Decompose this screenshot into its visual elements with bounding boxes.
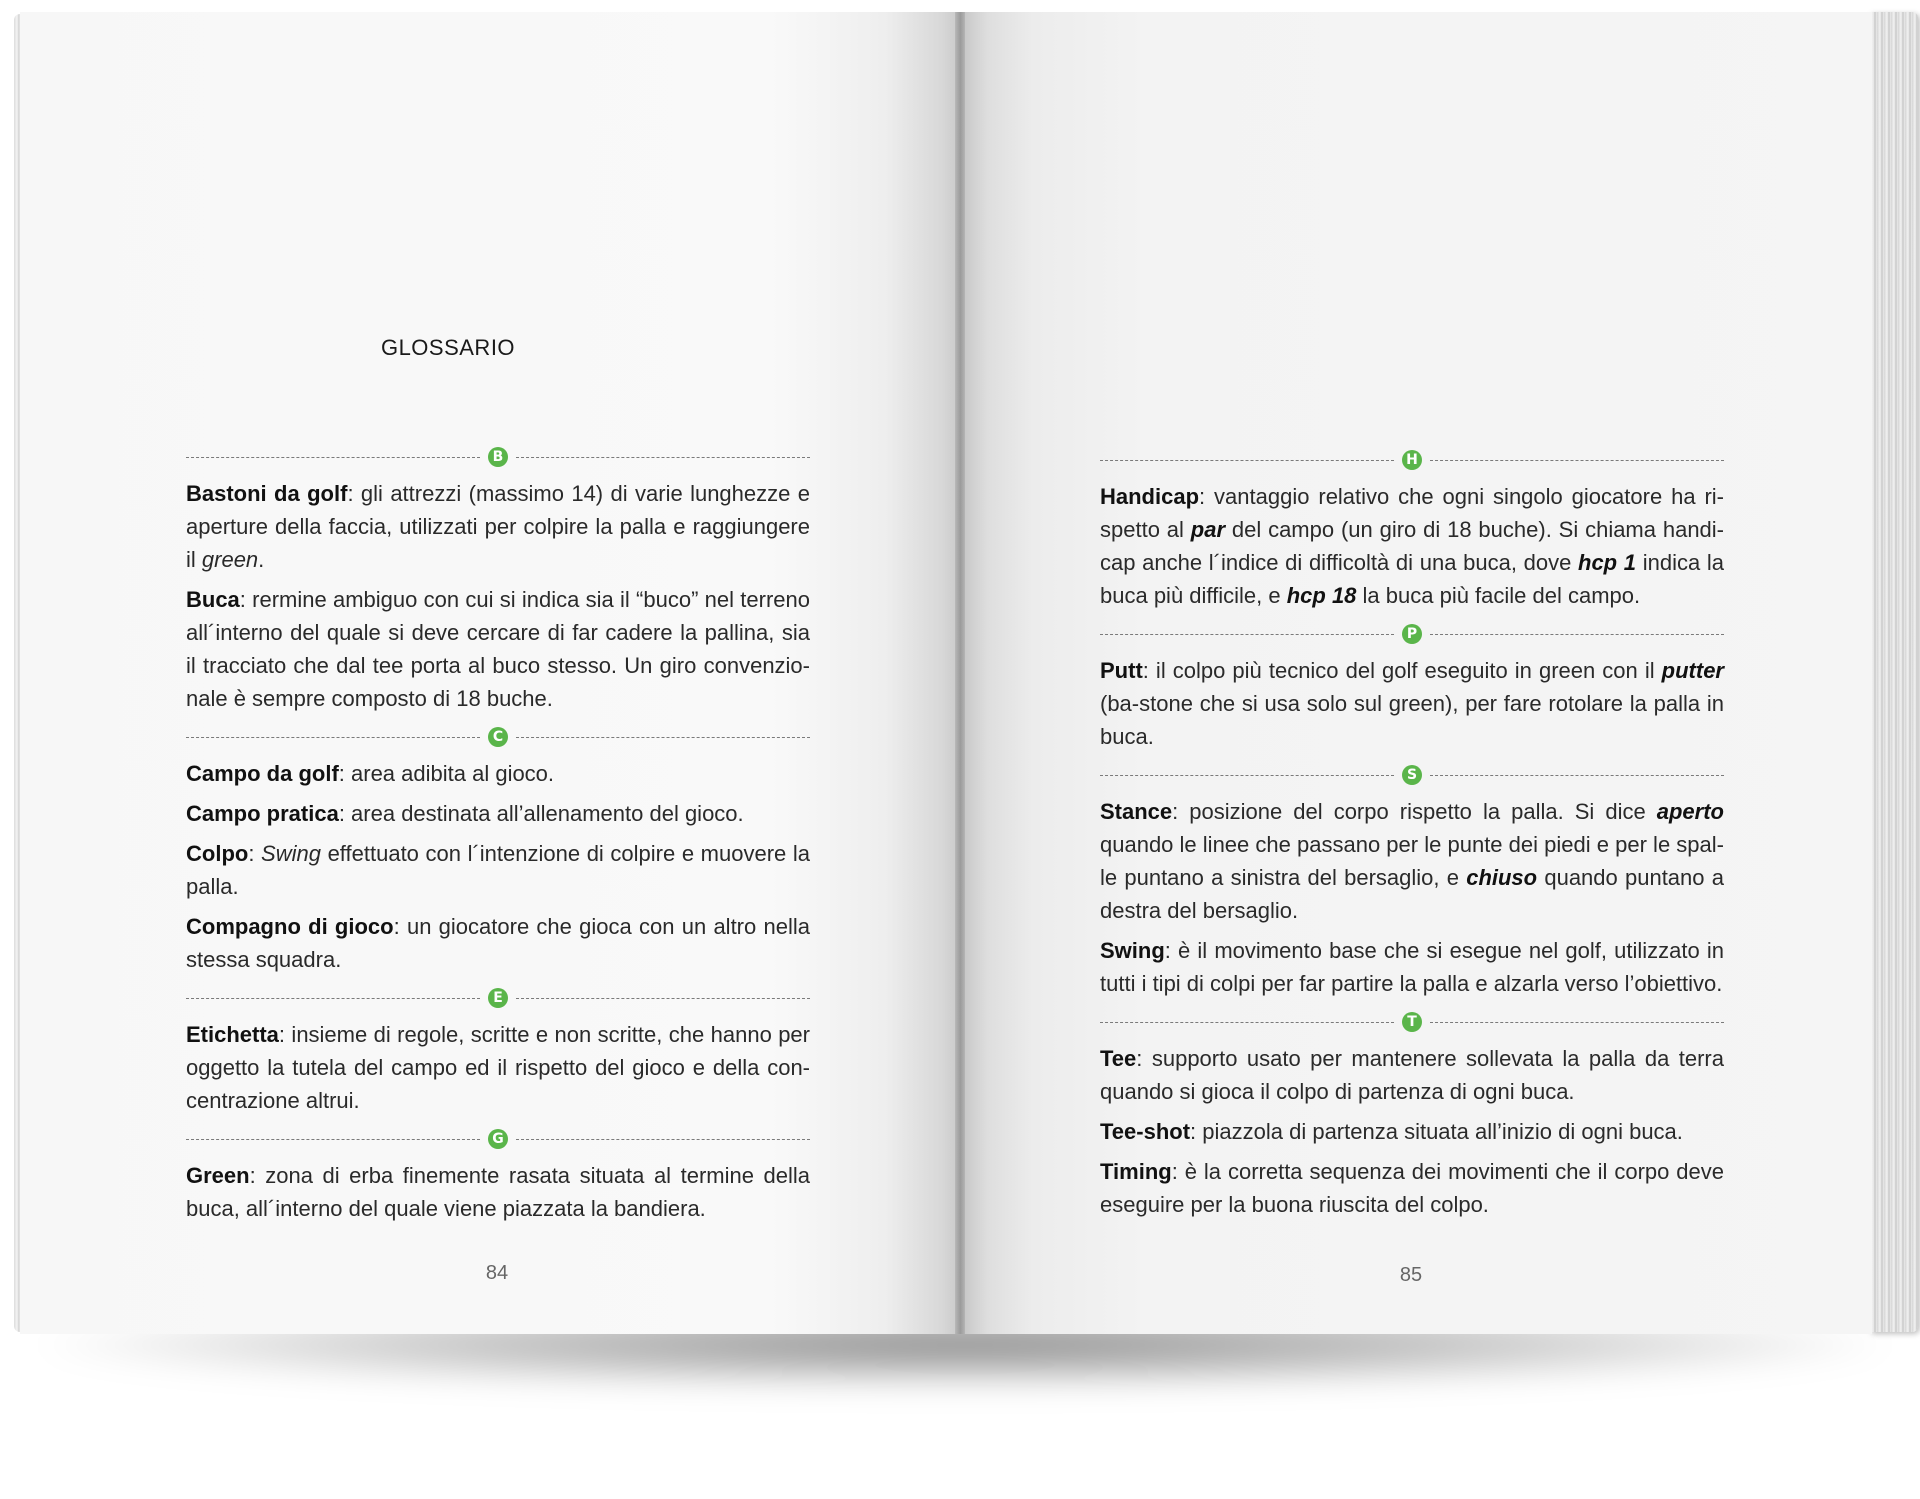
glossary-entry xyxy=(1100,934,1724,1000)
glossary-term: Stance xyxy=(1100,799,1173,824)
glossary-text: Swing xyxy=(261,841,321,866)
glossary-entry xyxy=(1100,795,1724,927)
glossary-entry xyxy=(186,797,810,830)
glossary-text: green xyxy=(201,547,259,572)
glossary-entry xyxy=(186,1159,810,1225)
glossary-entry xyxy=(1100,1155,1724,1221)
section-divider-s xyxy=(1100,760,1724,790)
glossary-term: Compagno di gioco xyxy=(186,914,394,939)
glossary-term: Bastoni da golf xyxy=(186,481,348,506)
section-divider-b xyxy=(186,442,810,472)
glossary-entry xyxy=(1100,1115,1724,1148)
glossary-text: : gli attrezzi (massimo 14) di varie lunghezze e aperture della faccia, utilizzati per colpire la palla e raggiungere il xyxy=(186,481,810,572)
section-divider-c xyxy=(186,722,810,752)
glossary-term: Timing xyxy=(1100,1159,1172,1184)
dashed-rule xyxy=(516,737,810,738)
page-number-right: 85 xyxy=(1399,1264,1423,1286)
dashed-rule xyxy=(1430,775,1724,776)
glossary-entry xyxy=(1100,1042,1724,1108)
dashed-rule xyxy=(516,457,810,458)
glossary-text: : area destinata all’allenamento del gioco. xyxy=(338,801,744,826)
glossary-term: Etichetta xyxy=(186,1022,279,1047)
page-title: GLOSSARIO xyxy=(380,335,516,360)
section-divider-e xyxy=(186,983,810,1013)
right-page-edges xyxy=(1870,12,1918,1332)
glossary-term: Swing xyxy=(1100,938,1165,963)
letter-badge: E xyxy=(488,988,508,1008)
section-divider-g xyxy=(186,1124,810,1154)
left-page-content xyxy=(186,442,810,1232)
glossary-text: indica la buca più difficile, e xyxy=(1100,550,1724,608)
glossary-text: aperto xyxy=(1656,799,1724,824)
glossary-text: : area adibita al gioco. xyxy=(338,761,555,786)
letter-badge: G xyxy=(488,1129,508,1149)
glossary-text: : vantaggio relativo che ogni singolo giocatore ha ri-spetto al xyxy=(1100,484,1724,542)
letter-badge: S xyxy=(1402,765,1422,785)
glossary-entry xyxy=(186,583,810,715)
page-number-left: 84 xyxy=(485,1262,509,1284)
glossary-text: hcp 1 xyxy=(1578,550,1637,575)
letter-badge: T xyxy=(1402,1012,1422,1032)
glossary-text: chiuso xyxy=(1466,865,1538,890)
dashed-rule xyxy=(516,998,810,999)
glossary-text: : il colpo più tecnico del golf eseguito in green con il xyxy=(1142,658,1662,683)
glossary-text: effettuato con l´intenzione di colpire e muovere la palla. xyxy=(186,841,810,899)
glossary-text: : rermine ambiguo con cui si indica sia il “buco” nel terreno all´interno del quale si deve cercare di far cadere la pallina, sia il tracciato che dal tee porta al buco stesso. Un giro convenzio-nale è sempre composto di 18 buche. xyxy=(186,587,810,711)
section-divider-h xyxy=(1100,445,1724,475)
dashed-rule xyxy=(186,1139,480,1140)
glossary-text: quando puntano a destra del bersaglio. xyxy=(1100,865,1724,923)
dashed-rule xyxy=(1430,634,1724,635)
glossary-text: (ba-stone che si usa solo sul green), per fare rotolare la palla in buca. xyxy=(1100,691,1724,749)
dashed-rule xyxy=(1100,775,1394,776)
letter-badge: P xyxy=(1402,624,1422,644)
glossary-term: Tee-shot xyxy=(1100,1119,1191,1144)
glossary-text: : insieme di regole, scritte e non scritte, che hanno per oggetto la tutela del campo ed il rispetto del gioco e della con-centrazione altrui. xyxy=(186,1022,810,1113)
glossary-text: : piazzola di partenza situata all’inizio di ogni buca. xyxy=(1190,1119,1683,1144)
dashed-rule xyxy=(186,737,480,738)
glossary-entry xyxy=(186,837,810,903)
glossary-text: del campo (un giro di 18 buche). Si chiama handi-cap anche l´indice di difficoltà di una buca, dove xyxy=(1100,517,1725,575)
letter-badge: B xyxy=(488,447,508,467)
glossary-term: Campo pratica xyxy=(186,801,339,826)
glossary-text: par xyxy=(1190,517,1226,542)
letter-badge: H xyxy=(1402,450,1422,470)
glossary-text: : è la corretta sequenza dei movimenti che il corpo deve eseguire per la buona riuscita del colpo. xyxy=(1100,1159,1724,1217)
glossary-text: : supporto usato per mantenere sollevata la palla da terra quando si gioca il colpo di partenza di ogni buca. xyxy=(1100,1046,1724,1104)
glossary-text: . xyxy=(258,547,265,572)
glossary-text: la buca più facile del campo. xyxy=(1356,583,1641,608)
glossary-entry xyxy=(1100,480,1724,612)
glossary-text: hcp 18 xyxy=(1286,583,1357,608)
glossary-term: Handicap xyxy=(1100,484,1200,509)
glossary-term: Buca xyxy=(186,587,240,612)
dashed-rule xyxy=(1430,460,1724,461)
glossary-entry xyxy=(1100,654,1724,753)
glossary-term: Tee xyxy=(1100,1046,1137,1071)
glossary-term: Green xyxy=(186,1163,250,1188)
glossary-term: Putt xyxy=(1100,658,1143,683)
dashed-rule xyxy=(186,457,480,458)
glossary-entry xyxy=(186,757,810,790)
dashed-rule xyxy=(1100,1022,1394,1023)
book-gutter xyxy=(955,12,965,1334)
glossary-entry xyxy=(186,910,810,976)
glossary-term: Campo da golf xyxy=(186,761,339,786)
glossary-text: : è il movimento base che si esegue nel golf, utilizzato in tutti i tipi di colpi per far partire la palla e alzarla verso l’obiettivo. xyxy=(1100,938,1724,996)
glossary-term: Colpo xyxy=(186,841,249,866)
glossary-text: : zona di erba finemente rasata situata al termine della buca, all´interno del quale viene piazzata la bandiera. xyxy=(186,1163,810,1221)
section-divider-t xyxy=(1100,1007,1724,1037)
section-divider-p xyxy=(1100,619,1724,649)
dashed-rule xyxy=(186,998,480,999)
glossary-entry xyxy=(186,1018,810,1117)
glossary-text: putter xyxy=(1661,658,1724,683)
left-page xyxy=(20,12,960,1334)
right-page-content xyxy=(1100,445,1724,1228)
glossary-text: : un giocatore che gioca con un altro nella stessa squadra. xyxy=(186,914,810,972)
dashed-rule xyxy=(1430,1022,1724,1023)
letter-badge: C xyxy=(488,727,508,747)
dashed-rule xyxy=(516,1139,810,1140)
glossary-text: : xyxy=(248,841,262,866)
dashed-rule xyxy=(1100,634,1394,635)
glossary-text: : posizione del corpo rispetto la palla. Si dice xyxy=(1172,799,1657,824)
glossary-text: quando le linee che passano per le punte dei piedi e per le spal-le puntano a sinistra del bersaglio, e xyxy=(1100,832,1724,890)
dashed-rule xyxy=(1100,460,1394,461)
right-page xyxy=(960,12,1872,1334)
glossary-entry xyxy=(186,477,810,576)
